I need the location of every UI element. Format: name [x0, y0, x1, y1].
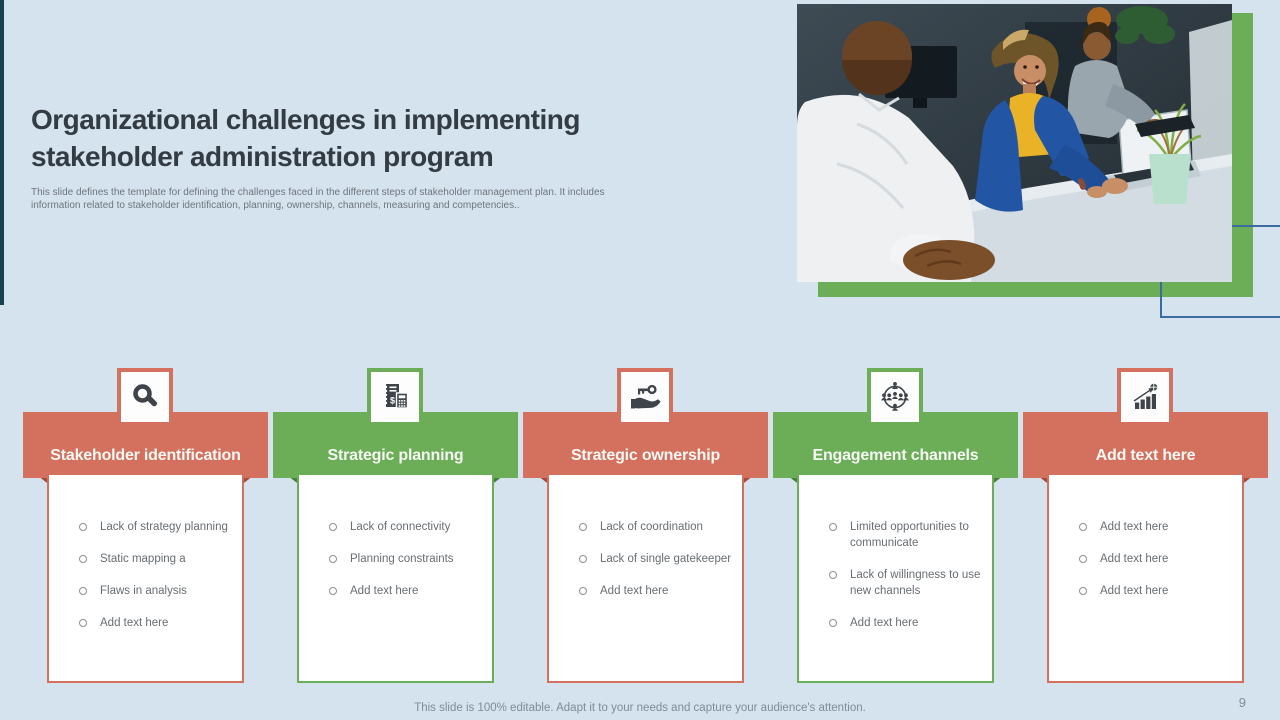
- list-item: Limited opportunities to communicate: [829, 519, 984, 551]
- page-number: 9: [1238, 695, 1246, 710]
- column-stakeholder-identification: [23, 368, 268, 688]
- list-item: Add text here: [1079, 583, 1234, 599]
- team-office-photo: [797, 4, 1232, 282]
- list-item: Lack of willingness to use new channels: [829, 567, 984, 599]
- list-item: Add text here: [829, 615, 984, 631]
- list-item: Add text here: [79, 615, 234, 631]
- page-subtitle: This slide defines the template for defining the challenges faced in the different steps of stakeholder management plan. It includes information related to stakeholder identification, planning, ownership, channels, measuring and competencies..: [31, 187, 605, 211]
- finance-report-icon: [367, 368, 423, 426]
- list-item: Planning constraints: [329, 551, 484, 567]
- list-item: Static mapping a: [79, 551, 234, 567]
- list-item: Lack of connectivity: [329, 519, 484, 535]
- list-item: Add text here: [1079, 551, 1234, 567]
- column-strategic-planning: [273, 368, 518, 688]
- column-content-box: [297, 473, 494, 683]
- column-content-box: [797, 473, 994, 683]
- column-content-box: [1047, 473, 1244, 683]
- column-add-text-here: [1023, 368, 1268, 688]
- column-content-box: [47, 473, 244, 683]
- hand-key-icon: [617, 368, 673, 426]
- bullet-list: [49, 475, 242, 631]
- footer-note: This slide is 100% editable. Adapt it to your needs and capture your audience's attention.: [414, 702, 866, 714]
- bullet-list: [799, 475, 992, 631]
- list-item: Flaws in analysis: [79, 583, 234, 599]
- column-title: Engagement channels: [812, 447, 979, 464]
- column-title: Strategic planning: [327, 447, 464, 464]
- list-item: Add text here: [329, 583, 484, 599]
- list-item: Add text here: [1079, 519, 1234, 535]
- magnifier-icon: [117, 368, 173, 426]
- list-item: Add text here: [579, 583, 734, 599]
- bullet-list: [299, 475, 492, 599]
- column-title: Stakeholder identification: [50, 447, 241, 464]
- bullet-list: [1049, 475, 1242, 599]
- column-engagement-channels: [773, 368, 1018, 688]
- column-title: Add text here: [1095, 447, 1196, 464]
- bullet-list: [549, 475, 742, 599]
- list-item: Lack of coordination: [579, 519, 734, 535]
- growth-chart-icon: [1117, 368, 1173, 426]
- column-strategic-ownership: [523, 368, 768, 688]
- network-people-icon: [867, 368, 923, 426]
- column-title: Strategic ownership: [570, 447, 721, 464]
- column-content-box: [547, 473, 744, 683]
- list-item: Lack of single gatekeeper: [579, 551, 734, 567]
- left-accent-bar: [0, 0, 4, 305]
- page-title: Organizational challenges in implementing stakeholder administration program: [31, 103, 580, 172]
- svg-text:$: $: [390, 395, 396, 406]
- list-item: Lack of strategy planning: [79, 519, 234, 535]
